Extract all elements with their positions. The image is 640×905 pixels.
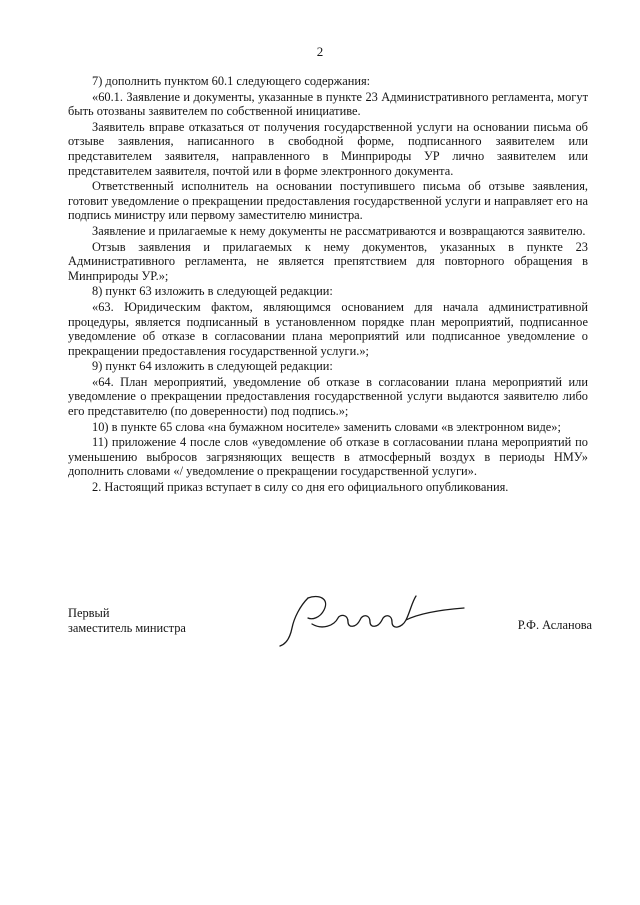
paragraph: «63. Юридическим фактом, являющимся основанием для начала административной процедуры, является подписанный в установленном порядке план мероприятий, подписанное уведомление об отказе в согласовании плана мероприятий или подписанное уведомление о прекращении предоставления государственной услуги.»; <box>68 299 588 358</box>
signer-position-line1: Первый <box>68 606 110 620</box>
paragraph: 9) пункт 64 изложить в следующей редакции: <box>92 359 333 374</box>
paragraph: 10) в пункте 65 слова «на бумажном носителе» заменить словами «в электронном виде»; <box>92 419 561 434</box>
paragraph: «60.1. Заявление и документы, указанные в пункте 23 Административного регламента, могут быть отозваны заявителем по собственной инициативе. <box>68 89 588 119</box>
paragraph: 8) пункт 63 изложить в следующей редакции: <box>92 284 333 299</box>
paragraph: 11) приложение 4 после слов «уведомление об отказе в согласовании плана мероприятий по уменьшению выбросов загрязняющих веществ в атмосферный воздух в периоды НМУ» дополнить словами «/ уведомление о прекращении государственной услуги». <box>68 435 588 479</box>
paragraph: Заявление и прилагаемые к нему документы не рассматриваются и возвращаются заявителю. <box>92 223 586 238</box>
paragraph: Ответственный исполнитель на основании поступившего письма об отзыве заявления, готовит уведомление о прекращении предоставления государственной услуги и направляет его на подпись министру или первому заместителю министра. <box>68 179 588 223</box>
signature-block <box>68 606 592 656</box>
handwritten-signature <box>278 584 468 654</box>
paragraph: 7) дополнить пунктом 60.1 следующего содержания: <box>92 74 371 88</box>
paragraph: Заявитель вправе отказаться от получения государственной услуги на основании письма об отзыве заявления, написанного в свободной форме, подписанного заявителем или представителем заявителя, направленного в Минприроды УР лично заявителем или представителем заявителя, почтой или в форме электронного документа. <box>68 119 588 178</box>
document-body <box>68 74 588 496</box>
paragraph: Отзыв заявления и прилагаемых к нему документов, указанных в пункте 23 Административного регламента, не является препятствием для повторного обращения в Минприроды УР.»; <box>68 239 588 283</box>
paragraph: 2. Настоящий приказ вступает в силу со дня его официального опубликования. <box>92 480 509 495</box>
signer-name: Р.Ф. Асланова <box>517 618 592 632</box>
signer-position <box>68 606 186 635</box>
paragraph: «64. План мероприятий, уведомление об отказе в согласовании плана мероприятий или уведомление о прекращении предоставления государственной услуги выдаются заявителю либо его представителю (по доверенности) под подпись.»; <box>68 374 588 419</box>
signer-position-line2: заместитель министра <box>68 620 186 635</box>
page-number: 2 <box>316 44 324 59</box>
